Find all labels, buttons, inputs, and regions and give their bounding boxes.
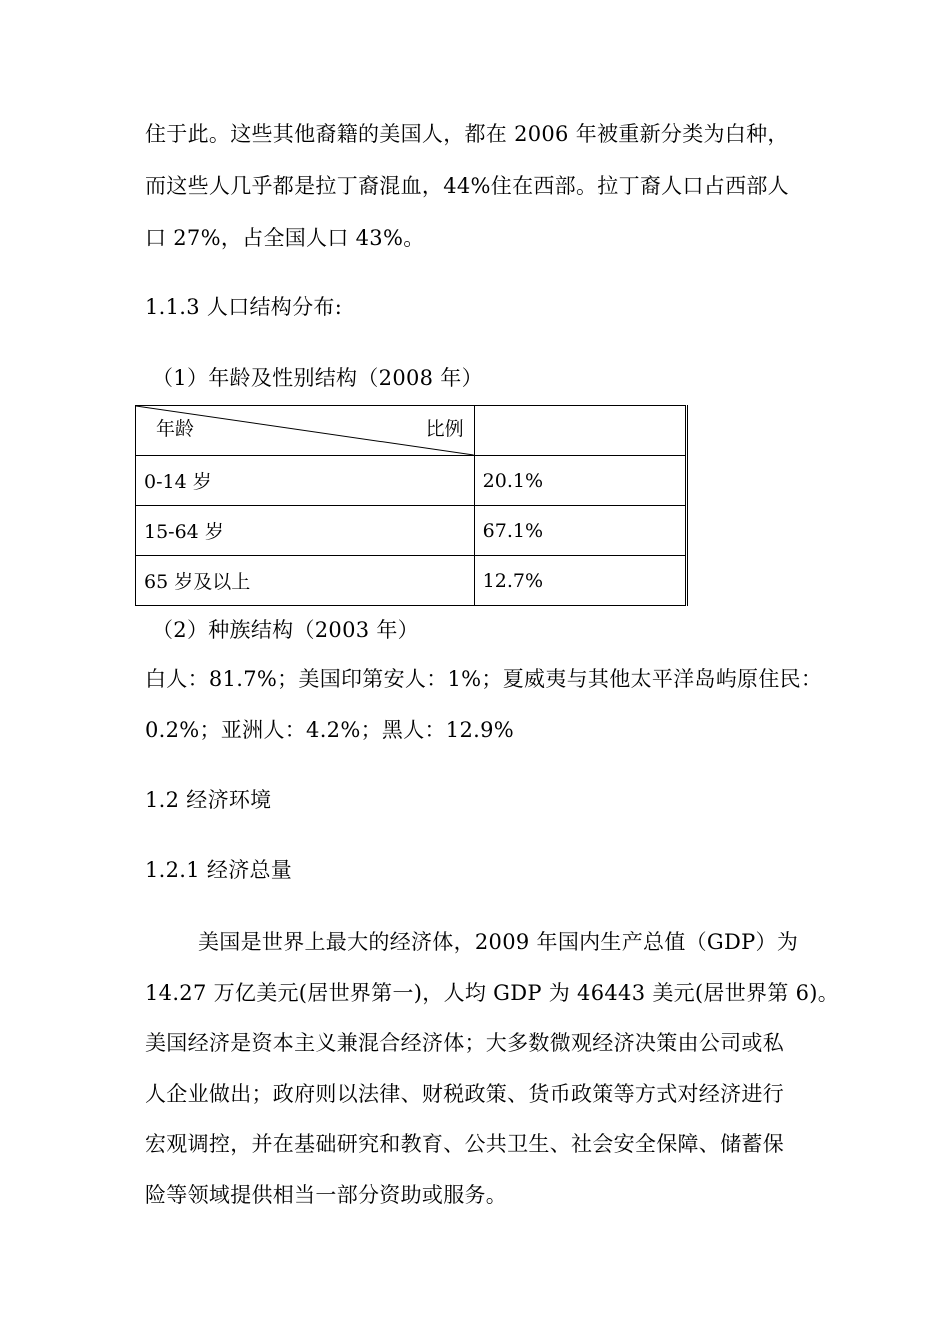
race-caption: （2）种族结构（2003 年） <box>152 618 419 642</box>
header-ratio-label: 比例 <box>425 418 464 440</box>
ratio-cell: 12.7% <box>474 556 686 606</box>
age-cell: 65 岁及以上 <box>136 556 475 606</box>
economy-line: 美国是世界上最大的经济体，2009 年国内生产总值（GDP）为 <box>198 930 799 954</box>
diagonal-header-cell <box>136 406 475 456</box>
age-structure-table <box>135 405 688 606</box>
age-cell: 0-14 岁 <box>136 456 475 506</box>
economy-line: 宏观调控，并在基础研究和教育、公共卫生、社会安全保障、储蓄保 <box>145 1132 784 1156</box>
economy-line: 险等领域提供相当一部分资助或服务。 <box>145 1183 508 1207</box>
header-age-label: 年龄 <box>156 418 195 440</box>
table-row <box>136 456 687 506</box>
section-heading-1-2: 1.2 经济环境 <box>145 788 272 812</box>
ratio-cell: 20.1% <box>474 456 686 506</box>
race-text-line: 0.2%；亚洲人：4.2%；黑人：12.9% <box>145 718 515 742</box>
section-heading-1-2-1: 1.2.1 经济总量 <box>145 858 293 882</box>
age-cell: 15-64 岁 <box>136 506 475 556</box>
ratio-cell: 67.1% <box>474 506 686 556</box>
table-header-row <box>136 406 687 456</box>
table-row <box>136 506 687 556</box>
paragraph-line: 住于此。这些其他裔籍的美国人，都在 2006 年被重新分类为白种， <box>145 122 789 146</box>
header-empty-cell <box>474 406 686 456</box>
section-heading-1-1-3: 1.1.3 人口结构分布: <box>145 295 343 319</box>
race-text-line: 白人：81.7%；美国印第安人：1%；夏威夷与其他太平洋岛屿原住民： <box>145 667 823 691</box>
paragraph-line: 口 27%，占全国人口 43%。 <box>145 226 425 250</box>
age-table-caption: （1）年龄及性别结构（2008 年） <box>152 366 483 390</box>
economy-line: 美国经济是资本主义兼混合经济体；大多数微观经济决策由公司或私 <box>145 1031 784 1055</box>
economy-line: 人企业做出；政府则以法律、财税政策、货币政策等方式对经济进行 <box>145 1082 784 1106</box>
paragraph-line: 而这些人几乎都是拉丁裔混血，44%住在西部。拉丁裔人口占西部人 <box>145 174 789 198</box>
economy-line: 14.27 万亿美元(居世界第一)，人均 GDP 为 46443 美元(居世界第 6)。 <box>145 981 840 1005</box>
table-row <box>136 556 687 606</box>
